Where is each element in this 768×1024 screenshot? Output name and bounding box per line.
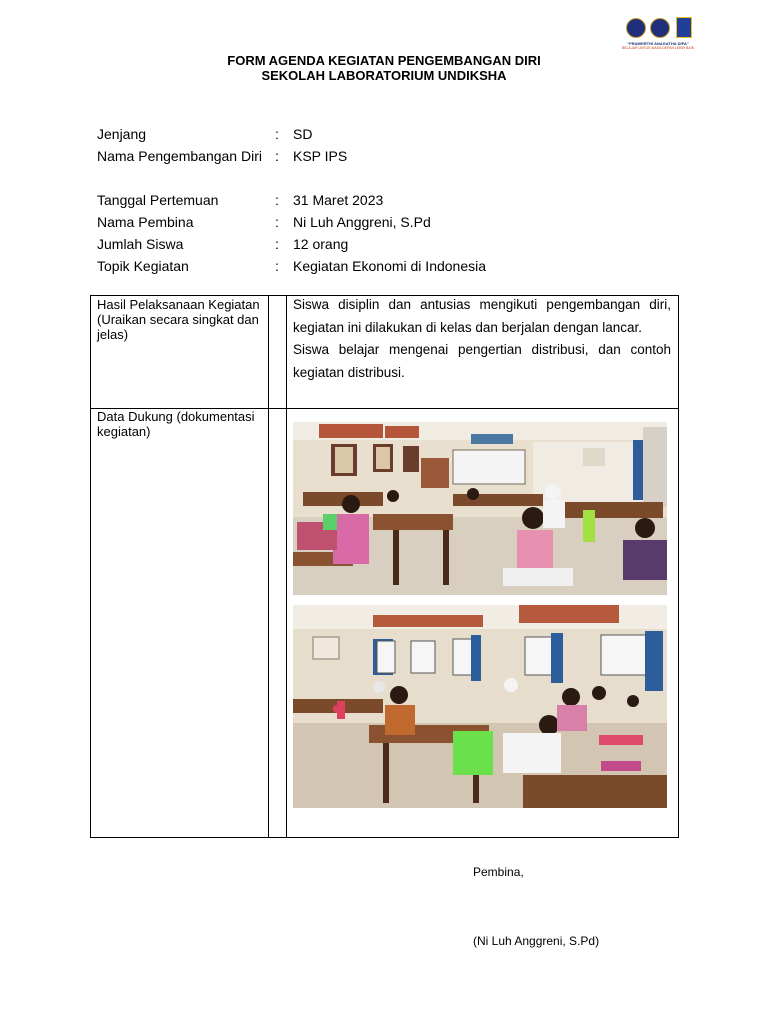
info-value: 31 Maret 2023: [293, 192, 384, 208]
info-separator: :: [275, 214, 279, 230]
result-paragraph-1: Siswa disiplin dan antusias mengikuti pengembangan diri, kegiatan ini dilakukan di kelas dan berjalan dengan lancar.: [293, 297, 671, 335]
documentation-label: Data Dukung (dokumentasi kegiatan): [97, 409, 255, 439]
classroom-photo-1-image: [293, 422, 667, 595]
info-label: Jenjang: [97, 126, 147, 142]
result-paragraph-2: Siswa belajar mengenai pengertian distribusi, dan contoh kegiatan distribusi.: [293, 342, 671, 380]
info-label: Nama Pengembangan Diri: [97, 148, 262, 164]
classroom-photo-2-image: [293, 605, 667, 808]
school-logos: [608, 16, 708, 52]
info-value: Kegiatan Ekonomi di Indonesia: [293, 258, 487, 274]
classroom-photo-1: [293, 422, 667, 595]
info-value: KSP IPS: [293, 148, 348, 164]
form-title-line1: FORM AGENDA KEGIATAN PENGEMBANGAN DIRI: [227, 53, 541, 68]
signature-name: (Ni Luh Anggreni, S.Pd): [473, 934, 600, 948]
table-divider: [268, 296, 269, 837]
undiksha-seal-icon: [626, 18, 646, 38]
info-separator: :: [275, 148, 279, 164]
form-title-line2: SEKOLAH LABORATORIUM UNDIKSHA: [261, 68, 507, 83]
info-label: Topik Kegiatan: [97, 258, 189, 274]
table-divider: [286, 296, 287, 837]
info-value: 12 orang: [293, 236, 349, 252]
info-label: Jumlah Siswa: [97, 236, 184, 252]
info-separator: :: [275, 258, 279, 274]
info-value: Ni Luh Anggreni, S.Pd: [293, 214, 431, 230]
logo-motto: "PRAWERTHI ANAGATHA DIPA": [627, 41, 689, 46]
school-shield-icon: [676, 17, 692, 38]
info-label: Nama Pembina: [97, 214, 194, 230]
logo-tagline: BELAJAR UNTUK MASA DEPAN LEBIH BAIK: [621, 46, 695, 50]
result-text: [293, 294, 671, 384]
lab-school-seal-icon: [650, 18, 670, 38]
signature-role: Pembina,: [473, 865, 524, 879]
info-separator: :: [275, 126, 279, 142]
info-label: Tanggal Pertemuan: [97, 192, 219, 208]
info-value: SD: [293, 126, 313, 142]
info-separator: :: [275, 236, 279, 252]
activity-table: [90, 295, 679, 838]
info-separator: :: [275, 192, 279, 208]
result-label: Hasil Pelaksanaan Kegiatan (Uraikan secara singkat dan jelas): [97, 297, 260, 342]
classroom-photo-2: [293, 605, 667, 808]
